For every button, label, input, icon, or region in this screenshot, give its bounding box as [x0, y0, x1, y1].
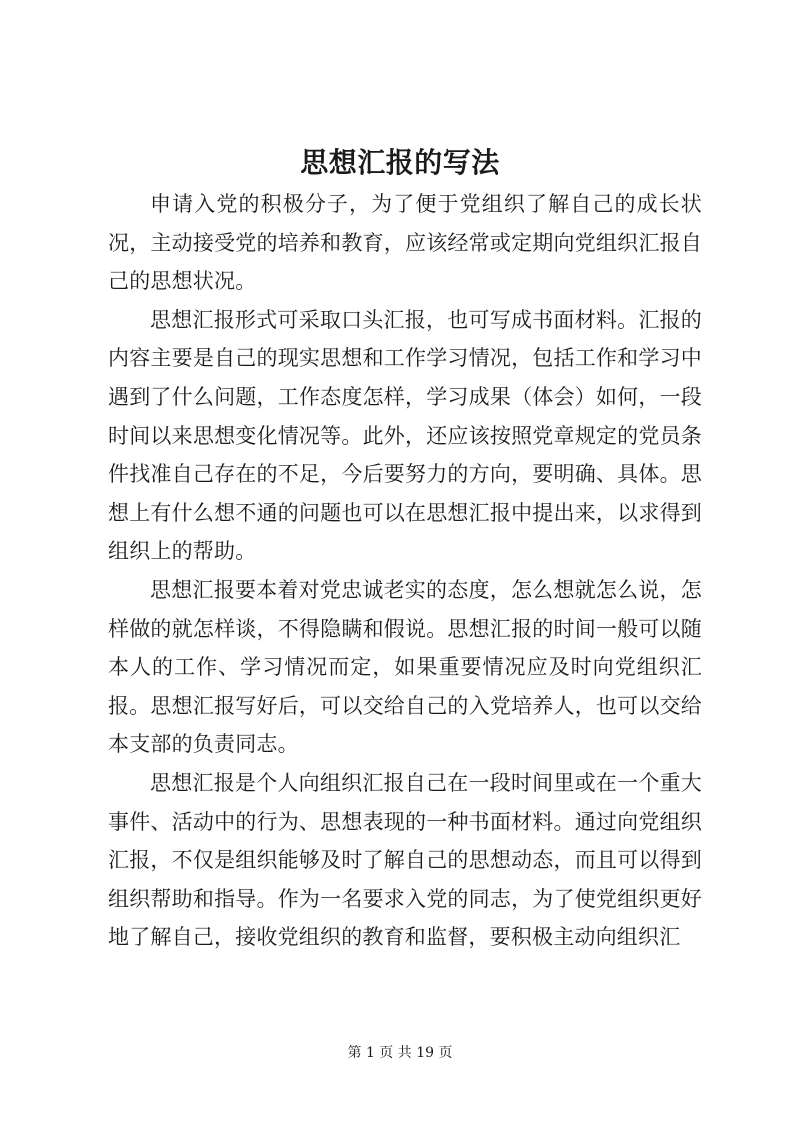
paragraph-1: 申请入党的积极分子，为了便于党组织了解自己的成长状况，主动接受党的培养和教育，应该经常或定期向党组织汇报自己的思想状况。 — [108, 192, 702, 294]
page-number-footer: 第 1 页 共 19 页 — [347, 1045, 453, 1061]
document-title: 思想汇报的写法 — [300, 146, 500, 179]
paragraph-3: 思想汇报要本着对党忠诚老实的态度，怎么想就怎么说，怎样做的就怎样谈，不得隐瞒和假说。思想汇报的时间一般可以随本人的工作、学习情况而定，如果重要情况应及时向党组织汇报。思想汇报写好后，可以交给自己的入党培养人，也可以交给本支部的负责同志。 — [108, 577, 702, 757]
document-body — [108, 185, 702, 957]
paragraph-2: 思想汇报形式可采取口头汇报，也可写成书面材料。汇报的内容主要是自己的现实思想和工作学习情况，包括工作和学习中遇到了什么问题，工作态度怎样，学习成果（体会）如何，一段时间以来思想变化情况等。此外，还应该按照党章规定的党员条件找准自己存在的不足，今后要努力的方向，要明确、具体。思想上有什么想不通的问题也可以在思想汇报中提出来，以求得到组织上的帮助。 — [108, 307, 702, 564]
paragraph-4: 思想汇报是个人向组织汇报自己在一段时间里或在一个重大事件、活动中的行为、思想表现的一种书面材料。通过向党组织汇报，不仅是组织能够及时了解自己的思想动态，而且可以得到组织帮助和指导。作为一名要求入党的同志，为了使党组织更好地了解自己，接收党组织的教育和监督，要积极主动向组织汇 — [108, 770, 702, 950]
